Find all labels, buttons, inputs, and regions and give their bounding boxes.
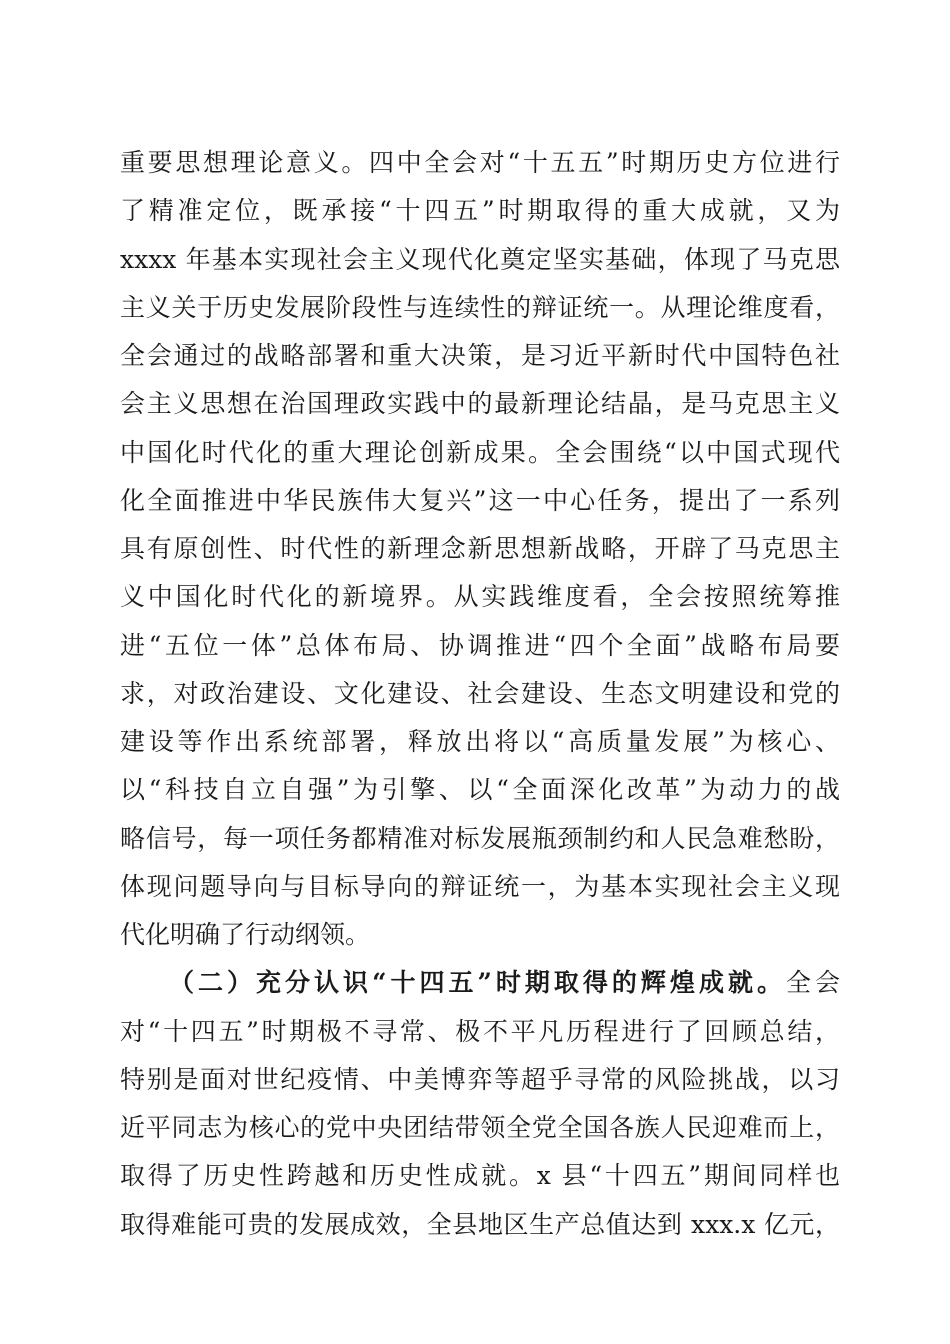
paragraph-line: 化全面推进中华民族伟大复兴”这一中心任务，提出了一系列 xyxy=(120,485,840,515)
paragraph-line: 进“五位一体”总体布局、协调推进“四个全面”战略布局要 xyxy=(120,630,840,660)
paragraph-line: 具有原创性、时代性的新理念新思想新战略，开辟了马克思主 xyxy=(120,534,840,563)
paragraph-line: 了精准定位，既承接“十四五”时期取得的重大成就，又为 xyxy=(120,196,840,226)
paragraph-line: 重要思想理论意义。四中全会对“十五五”时期历史方位进行 xyxy=(120,148,840,177)
paragraph-line: 全会通过的战略部署和重大决策，是习近平新时代中国特色社 xyxy=(120,341,840,370)
section-heading: （二）充分认识“十四五”时期取得的辉煌成就。 xyxy=(169,968,786,998)
paragraph-line: 以“科技自立自强”为引擎、以“全面深化改革”为动力的战 xyxy=(120,775,840,805)
paragraph-line: 中国化时代化的重大理论创新成果。全会围绕“以中国式现代 xyxy=(120,437,840,467)
paragraph-line: 建设等作出系统部署，释放出将以“高质量发展”为核心、 xyxy=(120,727,840,756)
paragraph-line: xxxx 年基本实现社会主义现代化奠定坚实基础，体现了马克思 xyxy=(120,244,840,274)
body-text xyxy=(120,139,840,1249)
paragraph-line: 求，对政治建设、文化建设、社会建设、生态文明建设和党的 xyxy=(120,678,840,708)
paragraph-line: 取得难能可贵的发展成效，全县地区生产总值达到 xxx.x 亿元， xyxy=(120,1209,840,1239)
paragraph-line: 会主义思想在治国理政实践中的最新理论结晶，是马克思主义 xyxy=(120,389,840,419)
paragraph-line: 取得了历史性跨越和历史性成就。x 县“十四五”期间同样也 xyxy=(120,1161,840,1191)
paragraph-line: 略信号，每一项任务都精准对标发展瓶颈制约和人民急难愁盼， xyxy=(120,823,840,853)
paragraph-line: 体现问题导向与目标导向的辩证统一，为基本实现社会主义现 xyxy=(120,871,840,901)
paragraph-line: 义中国化时代化的新境界。从实践维度看，全会按照统筹推 xyxy=(120,582,840,612)
paragraph-line: 代化明确了行动纲领。 xyxy=(120,920,371,949)
section-heading-tail: 全会 xyxy=(785,968,840,998)
paragraph-line: 主义关于历史发展阶段性与连续性的辩证统一。从理论维度看， xyxy=(120,292,840,322)
paragraph-line: 对“十四五”时期极不寻常、极不平凡历程进行了回顾总结， xyxy=(120,1016,840,1046)
paragraph-line: 特别是面对世纪疫情、中美博弈等超乎寻常的风险挑战，以习 xyxy=(120,1064,840,1094)
paragraph-line: 近平同志为核心的党中央团结带领全党全国各族人民迎难而上， xyxy=(120,1113,840,1142)
section-heading-line xyxy=(120,959,840,1007)
